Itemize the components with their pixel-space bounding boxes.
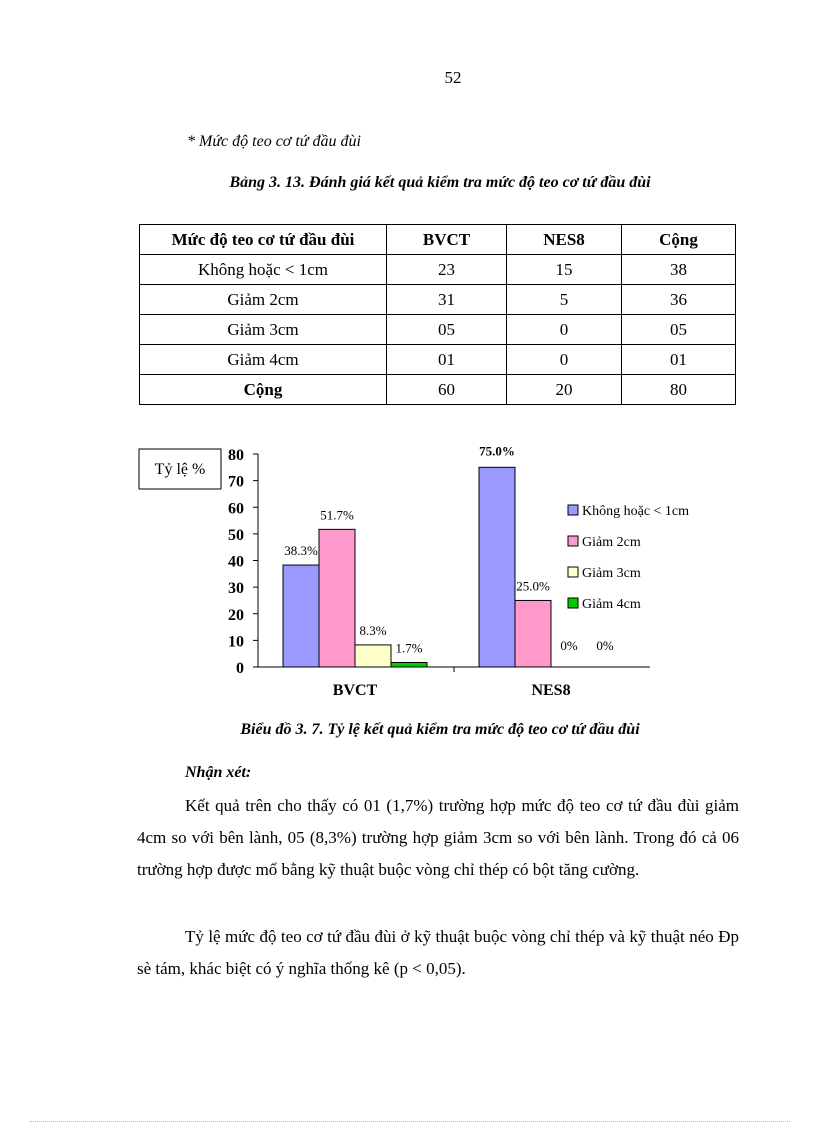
table-cell: 20 — [507, 375, 622, 405]
legend-label: Giảm 3cm — [582, 566, 641, 581]
table-cell: 15 — [507, 255, 622, 285]
table-header-cell: BVCT — [387, 225, 507, 255]
chart-caption: Biểu đồ 3. 7. Tỷ lệ kết quả kiểm tra mức độ teo cơ tứ đầu đùi — [240, 721, 640, 738]
data-label: 25.0% — [516, 578, 550, 594]
table-cell: Giảm 3cm — [140, 315, 387, 345]
table-row — [140, 285, 736, 315]
legend-swatch — [568, 536, 578, 546]
table-cell: 05 — [622, 315, 736, 345]
y-tick-label: 50 — [228, 526, 244, 544]
y-tick-label: 0 — [236, 660, 244, 677]
page-number: 52 — [444, 68, 462, 87]
y-tick-label: 60 — [228, 500, 244, 518]
x-category-label: NES8 — [531, 682, 571, 699]
table-cell: 80 — [622, 375, 736, 405]
bar-chart — [0, 430, 816, 712]
table-row — [140, 315, 736, 345]
table-cell: 36 — [622, 285, 736, 315]
table-cell: 5 — [507, 285, 622, 315]
table-cell: Giảm 4cm — [140, 345, 387, 375]
chart-legend — [568, 504, 689, 612]
legend-label: Không hoặc < 1cm — [582, 504, 690, 519]
results-table — [139, 224, 736, 405]
legend-swatch — [568, 505, 578, 515]
footer-divider — [30, 1121, 790, 1122]
remarks-paragraph: Kết quả trên cho thấy có 01 (1,7%) trường hợp mức độ teo cơ tứ đầu đùi giảm 4cm so với bên lành, 05 (8,3%) trường hợp giảm 3cm so với bên lành. Trong đó cả 06 trường hợp được mổ bằng kỹ thuật buộc vòng chỉ thép có bột tăng cường. — [137, 796, 739, 879]
table-cell: 60 — [387, 375, 507, 405]
chart-bars — [283, 467, 551, 667]
y-tick-label: 70 — [228, 473, 244, 491]
data-label: 0% — [596, 638, 614, 653]
data-label: 38.3% — [284, 543, 318, 559]
table-cell: Cộng — [140, 375, 387, 405]
bar — [515, 600, 551, 667]
remarks-paragraph: Tỷ lệ mức độ teo cơ tứ đầu đùi ở kỹ thuật buộc vòng chỉ thép và kỹ thuật néo Đp sè tám, khác biệt có ý nghĩa thống kê (p < 0,05). — [137, 927, 739, 978]
table-cell: 0 — [507, 345, 622, 375]
table-header-cell: Cộng — [622, 225, 736, 255]
data-label: 0% — [560, 638, 578, 653]
table-header-row — [140, 225, 736, 255]
bar — [355, 645, 391, 667]
section-heading: * Mức độ teo cơ tứ đầu đùi — [187, 133, 361, 150]
table-cell: 31 — [387, 285, 507, 315]
legend-swatch — [568, 567, 578, 577]
bar — [479, 467, 515, 667]
remarks-heading: Nhận xét: — [185, 764, 252, 781]
data-label: 8.3% — [359, 622, 387, 638]
legend-swatch — [568, 598, 578, 608]
data-label: 51.7% — [320, 507, 354, 523]
table-header-cell: Mức độ teo cơ tứ đầu đùi — [140, 225, 387, 255]
table-cell: 01 — [622, 345, 736, 375]
y-tick-label: 20 — [228, 606, 244, 624]
table-cell: 01 — [387, 345, 507, 375]
y-tick-label: 40 — [228, 553, 244, 571]
table-cell: 05 — [387, 315, 507, 345]
y-axis-label: Tỷ lệ % — [154, 461, 206, 478]
y-tick-label: 10 — [228, 633, 244, 651]
table-total-row — [140, 375, 736, 405]
table-cell: 23 — [387, 255, 507, 285]
table-cell: 0 — [507, 315, 622, 345]
bar — [319, 529, 355, 667]
table-cell: 38 — [622, 255, 736, 285]
x-category-label: BVCT — [332, 682, 378, 699]
data-label: 1.7% — [395, 640, 423, 656]
table-header-cell: NES8 — [507, 225, 622, 255]
table-caption: Bảng 3. 13. Đánh giá kết quả kiểm tra mức độ teo cơ tứ đầu đùi — [229, 174, 651, 191]
y-tick-label: 30 — [228, 580, 244, 598]
table-row — [140, 255, 736, 285]
legend-label: Giảm 4cm — [582, 597, 641, 612]
bar — [283, 565, 319, 667]
table-row — [140, 345, 736, 375]
table-cell: Giảm 2cm — [140, 285, 387, 315]
data-label: 75.0% — [479, 443, 515, 459]
y-tick-label: 80 — [228, 447, 244, 464]
legend-label: Giảm 2cm — [582, 535, 641, 550]
bar — [391, 662, 427, 667]
table-cell: Không hoặc < 1cm — [140, 255, 387, 285]
